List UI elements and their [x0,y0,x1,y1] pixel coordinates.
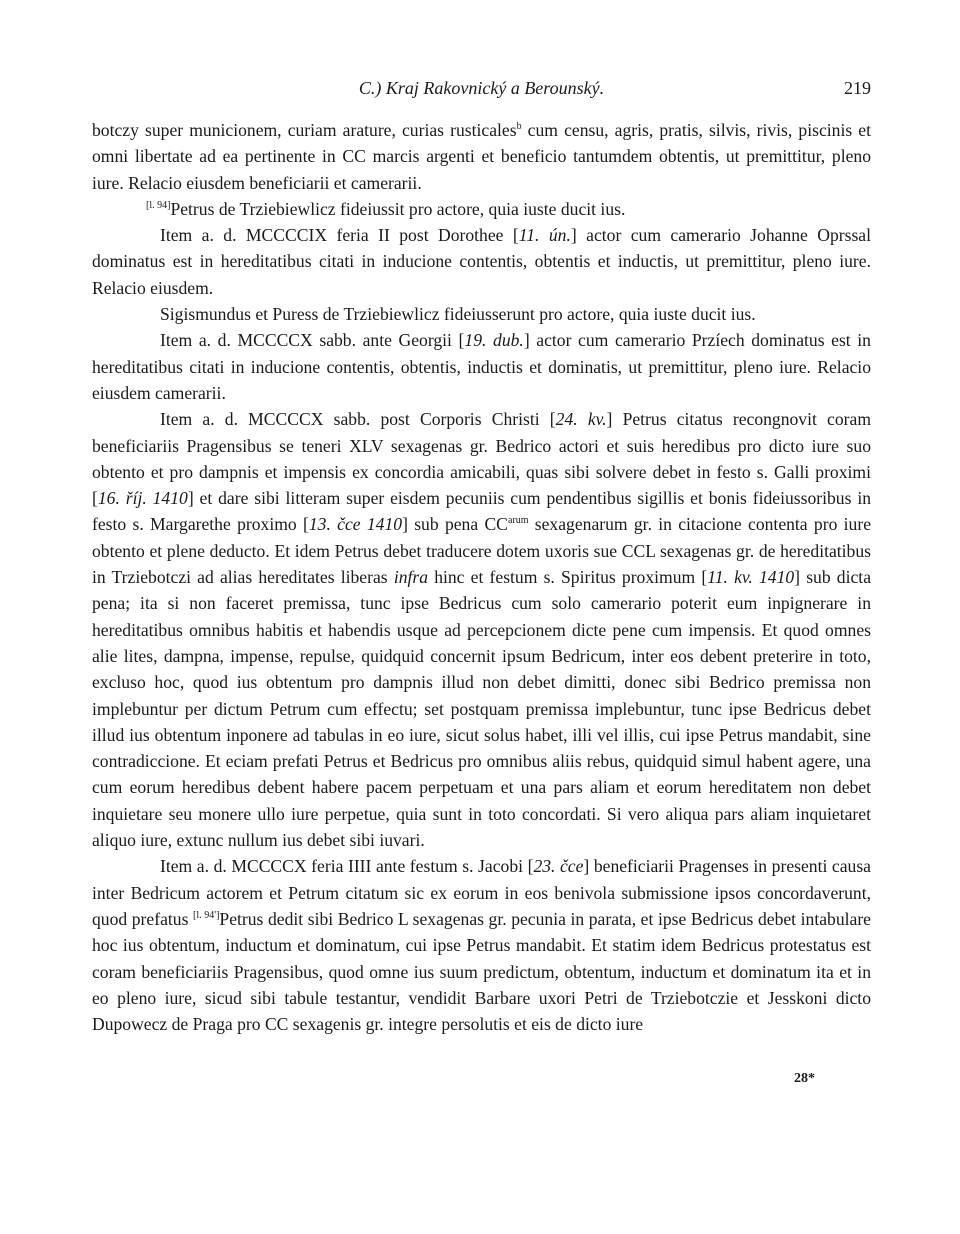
paragraph-5 [92,327,871,406]
paragraph-1 [92,117,871,196]
text-span: Item a. d. MCCCCX sabb. ante Georgii [ [160,330,465,351]
paragraph-7 [92,853,871,1037]
text-span: Item a. d. MCCCCIX feria II post Dorothee [ [160,225,519,246]
text-span: ] et dare sibi litteram super eisdem pecuniis cum pendentibus sigillis et bonis fideiussoribus in festo s. Margarethe proximo [ [92,488,871,535]
page-header [92,72,871,106]
date-annotation: 11. kv. 1410 [707,567,795,588]
date-annotation: 23. čce [533,856,584,877]
date-annotation: 19. dub. [464,330,524,351]
text-span: ] actor cum camerario Przíech dominatus est in hereditatibus citati in inducione contentis, obtentis, inductis et dominatis, ut premittitur, pleno iure. Relacio eiusdem camerarii. [92,330,871,403]
text-span: Sigismundus et Puress de Trziebiewlicz fideiusserunt pro actore, quia iuste ducit ius. [160,304,756,325]
document-page [92,72,872,1087]
text-span: Item a. d. MCCCCX feria IIII ante festum s. Jacobi [ [160,856,534,877]
body-text [92,117,871,1037]
superscript-abbreviation: arum [507,515,529,527]
text-span: Petrus dedit sibi Bedrico L sexagenas gr. pecunia in parata, et ipse Bedricus debet intabulare hoc ius obtentum, inductum et dominatum, cui ipse Petrus mandabit. Et statim idem Bedricus protestatus est coram beneficiariis Pragensibus, quod omne ius suum predictum, obtentum, inductum et dominatum ita et in eo pleno iure, sicud sibi tabule testantur, vendidit Barbare uxori Petri de Trziebotczie et Jesskoni dicto Dupowecz de Praga pro CC sexagenis gr. integre persolutis et eis de dicto iure [92,908,871,1035]
page-footer [92,1037,871,1087]
date-annotation: 24. kv. [555,409,607,430]
text-span: ] actor cum camerario Johanne Oprssal dominatus est in hereditatibus citati in inducione contentis, obtentis et inductis, ut premittitur, pleno iure. Relacio eiusdem. [92,225,872,298]
text-span: sexagenarum gr. in citacione contenta pro iure obtento et plene deducto. Et idem Petrus debet traducere dotem uxoris sue CCL sexagenas gr. de hereditatibus in Trziebotczi ad alias hereditates liberas [92,514,872,588]
text-span: ] sub dicta pena; ita si non faceret premissa, tunc ipse Bedricus cum solo camerario poterit eum inpignerare in hereditatibus omnibus habitis et habendis usque ad percepcionem dicte pene cum impensis. Et quod omnes alie lites, dampna, impense, repulse, quidquid concernit ipsum Bedricum, inter eos debent preterire in toto, excluso hoc, quod ius obtentum pro dampnis illud non debet dimitti, donec sibi Bedrico premissa non implebuntur per dictum Petrum cum effectu; set postquam premissa implebuntur, tunc ipse Bedricus debet illud ius obtentum inponere ad tabulas in eo iure, sicut solus habet, illi vel illis, cui ipse Petrus mandabit, sine contradiccione. Et eciam prefati Petrus et Bedricus pro omnibus aliis rebus, quidquid simul habent agere, una cum eorum heredibus debent habere pacem perpetuam et una pars aliam et eorum hereditatem non debet inquietare seu monere ullo iure perpetue, quia sunt in toto concordati. Si vero aliqua pars aliam inquietaret aliquo iure, extunc nullum ius debet sibi iuvari. [92,567,871,851]
text-span: ] sub pena CC [402,514,508,535]
signature-mark: 28* [794,1071,815,1087]
date-annotation: 16. říj. 1410 [97,488,188,509]
paragraph-2 [92,196,871,222]
page-number: 219 [844,78,871,98]
italic-word: infra [393,567,429,588]
paragraph-4 [92,301,871,327]
text-span: cum censu, agris, pratis, silvis, rivis, piscinis et omni libertate ad ea pertinente in CC marcis argenti et beneficio tantumdem obtentis, ut premittitur, pleno iure. Relacio eiusdem beneficiarii et camerarii. [92,120,871,193]
text-span: ] Petrus citatus recongnovit coram beneficiariis Pragensibus se teneri XLV sexagenas gr. Bedrico actori et suis heredibus pro dicto iure suo obtento et pro dampnis et impensis ex concordia amicabili, quas sibi solvere debet in festo s. Galli proximi [ [92,409,872,509]
text-span: Item a. d. MCCCCX sabb. post Corporis Christi [ [160,409,556,430]
paragraph-6 [92,406,871,853]
text-span: botczy super municionem, curiam arature, curias rusticales [92,120,517,140]
folio-reference: [l. 94] [146,200,171,212]
text-span: hinc et festum s. Spiritus proximum [ [428,567,708,588]
paragraph-3 [92,222,871,301]
running-title: C.) Kraj Rakovnický a Berounský. [358,78,605,98]
date-annotation: 11. ún. [518,225,571,246]
text-span: ] beneficiarii Pragenses in presenti causa inter Bedricum actorem et Petrum citatum sic ex eorum in eos benivola submissione ipsos concordaverunt, quod prefatus [92,856,871,929]
date-annotation: 13. čce 1410 [308,514,403,535]
footnote-marker: b [516,121,522,133]
folio-reference: [l. 94'] [193,910,220,922]
text-span: Petrus de Trziebiewlicz fideiussit pro actore, quia iuste ducit ius. [170,198,626,219]
